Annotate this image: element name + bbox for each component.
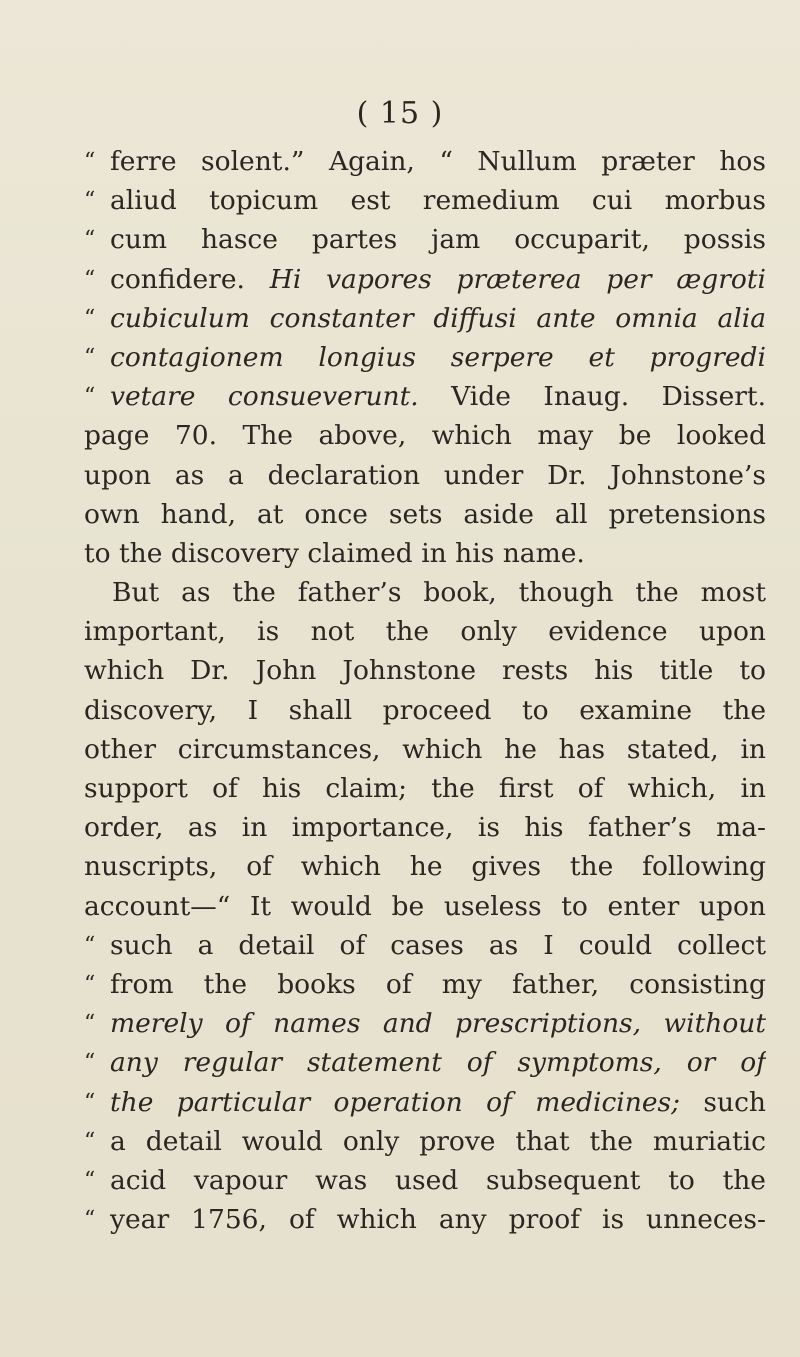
text-line	[84, 573, 766, 612]
line-text: ferre solent.” Again, “ Nullum præter hos	[110, 146, 766, 177]
quote-mark: “	[84, 344, 96, 370]
quote-mark: “	[84, 305, 96, 331]
line-content	[84, 847, 766, 886]
line-text: acid vapour was used subsequent to the	[110, 1164, 766, 1196]
quote-mark: “	[84, 1089, 96, 1115]
line-text: own hand, at once sets aside all pretensions	[84, 498, 766, 530]
text-line	[84, 808, 766, 847]
quote-mark: “	[84, 1128, 96, 1154]
line-content	[84, 534, 766, 573]
line-text: nuscripts, of which he gives the following	[84, 851, 766, 883]
italic-text: contagionem longius serpere et progredi	[110, 341, 766, 373]
text-line	[84, 142, 766, 181]
line-text: confidere.	[110, 263, 270, 295]
line-content	[110, 926, 766, 965]
line-text: other circumstances, which he has stated, in	[84, 733, 766, 765]
body-text	[84, 142, 766, 1239]
line-text: Vide Inaug. Dissert.	[418, 381, 766, 413]
quote-mark: “	[84, 384, 96, 410]
text-line	[84, 1083, 766, 1122]
line-content	[110, 260, 766, 299]
quote-mark: “	[84, 149, 96, 174]
line-text: page 70. The above, which may be looked	[84, 420, 766, 452]
line-content	[84, 495, 766, 534]
text-line	[84, 769, 766, 808]
italic-text: merely of names and prescriptions, without	[110, 1008, 766, 1040]
italic-text: cubiculum constanter diffusi ante omnia alia	[110, 302, 766, 334]
line-content	[110, 1122, 766, 1161]
quote-mark: “	[84, 932, 96, 958]
text-line	[84, 220, 766, 259]
line-content	[110, 1004, 766, 1043]
quote-mark: “	[84, 188, 96, 214]
text-line	[84, 338, 766, 377]
line-text: upon as a declaration under Dr. Johnstone’s	[84, 459, 766, 491]
quote-mark: “	[84, 1011, 96, 1037]
text-line	[84, 847, 766, 886]
text-line	[84, 612, 766, 651]
line-text: But as the father’s book, though the most	[112, 577, 766, 609]
quote-mark: “	[84, 1050, 96, 1076]
text-line	[84, 260, 766, 299]
italic-text: Hi vapores præterea per ægroti	[269, 263, 766, 295]
line-text: aliud topicum est remedium cui morbus	[110, 185, 766, 217]
text-line	[84, 1161, 766, 1200]
line-content	[84, 651, 766, 690]
line-content	[110, 1200, 766, 1239]
line-content	[110, 1083, 766, 1122]
quote-mark: “	[84, 1167, 96, 1193]
line-text: discovery, I shall proceed to examine the	[84, 694, 766, 726]
quote-mark: “	[84, 227, 96, 253]
text-line	[84, 1004, 766, 1043]
line-content	[110, 142, 766, 181]
text-line	[84, 965, 766, 1004]
line-content	[110, 965, 766, 1004]
line-text: cum hasce partes jam occuparit, possis	[110, 224, 766, 256]
line-text: such a detail of cases as I could collect	[110, 929, 766, 961]
text-line	[84, 1200, 766, 1239]
line-content	[110, 181, 766, 220]
line-content	[110, 1161, 766, 1200]
line-text: support of his claim; the first of which, in	[84, 773, 766, 804]
line-text: order, as in importance, is his father’s ma-	[84, 812, 766, 844]
line-content	[110, 1043, 766, 1082]
line-content	[112, 573, 766, 612]
line-text: which Dr. John Johnstone rests his title to	[84, 655, 766, 687]
quote-mark: “	[84, 1207, 96, 1233]
line-content	[84, 887, 766, 926]
line-content	[110, 338, 766, 377]
line-text: important, is not the only evidence upon	[84, 616, 766, 648]
line-text: to the discovery claimed in his name.	[84, 537, 585, 569]
italic-text: the particular operation of medicines;	[110, 1086, 681, 1118]
text-line	[84, 730, 766, 769]
quote-mark: “	[84, 266, 96, 292]
line-text: account—“ It would be useless to enter upon	[84, 890, 766, 922]
line-content	[84, 691, 766, 730]
line-content	[84, 808, 766, 847]
text-line	[84, 1122, 766, 1161]
text-line	[84, 691, 766, 730]
line-content	[84, 612, 766, 651]
text-line	[84, 926, 766, 965]
text-line	[84, 1043, 766, 1082]
line-content	[110, 299, 766, 338]
text-line	[84, 181, 766, 220]
text-line	[84, 456, 766, 495]
text-line	[84, 416, 766, 455]
text-line	[84, 377, 766, 416]
line-text: from the books of my father, consisting	[110, 968, 766, 1000]
line-content	[84, 456, 766, 495]
line-content	[84, 730, 766, 769]
line-text: such	[680, 1086, 766, 1118]
line-text: a detail would only prove that the muriatic	[110, 1125, 766, 1157]
line-text: year 1756, of which any proof is unneces-	[110, 1204, 766, 1236]
page-number: ( 15 )	[356, 96, 444, 131]
line-content	[84, 769, 766, 808]
text-line	[84, 651, 766, 690]
italic-text: vetare consueverunt.	[110, 381, 419, 413]
quote-mark: “	[84, 971, 96, 997]
text-line	[84, 534, 766, 573]
text-line	[84, 495, 766, 534]
line-content	[110, 220, 766, 259]
text-line	[84, 887, 766, 926]
text-line	[84, 299, 766, 338]
italic-text: any regular statement of symptoms, or of	[110, 1047, 766, 1079]
line-content	[84, 416, 766, 455]
line-content	[110, 377, 766, 416]
